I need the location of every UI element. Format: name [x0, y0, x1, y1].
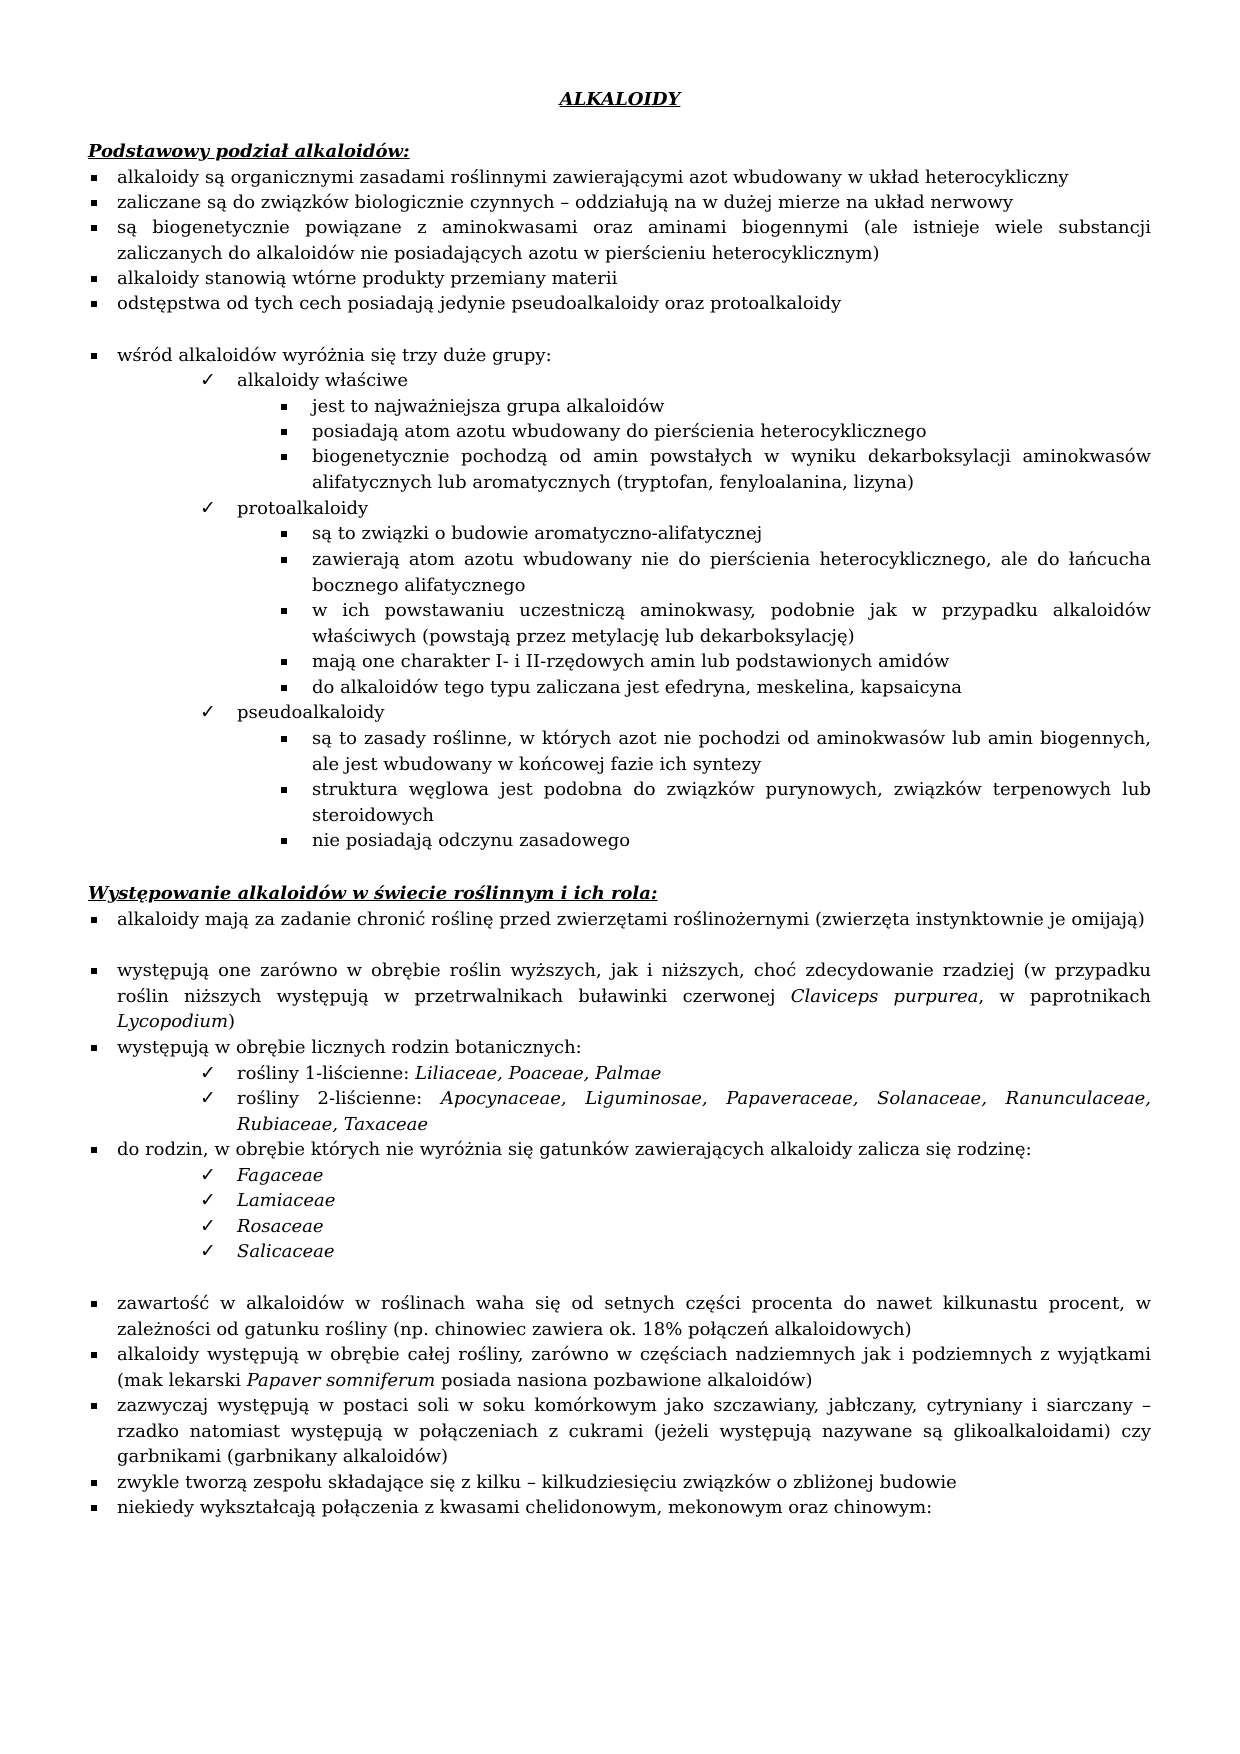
checkmark-icon: ✓: [200, 1240, 216, 1262]
list-item: wśród alkaloidów wyróżnia się trzy duże grupy:: [117, 343, 1151, 369]
latin-name: Papaver somniferum: [246, 1369, 436, 1391]
sub-list-item: w ich powstawaniu uczestniczą aminokwasy, podobnie jak w przypadku alkaloidów właściwych (powstają przez metylację lub dekarboksylację): [312, 598, 1151, 649]
checkmark-icon: ✓: [200, 497, 216, 519]
list-item: występują w obrębie licznych rodzin botanicznych:: [117, 1035, 1151, 1061]
square-bullet-icon: [91, 1505, 97, 1511]
list-item: alkaloidy występują w obrębie całej rośliny, zarówno w częściach nadziemnych jak i podziemnych z wyjątkami (mak lekarski Papaver somniferum posiada nasiona pozbawione alkaloidów): [117, 1342, 1151, 1393]
checkmark-icon: ✓: [200, 1215, 216, 1237]
square-bullet-icon: [91, 225, 97, 231]
square-bullet-icon: [281, 685, 287, 691]
square-bullet-icon: [91, 968, 97, 974]
checkmark-icon: ✓: [200, 1189, 216, 1211]
list-item: zawartość w alkaloidów w roślinach waha się od setnych części procenta do nawet kilkunastu procent, w zależności od gatunku rośliny (np. chinowiec zawiera ok. 18% połączeń alkaloidowych): [117, 1291, 1151, 1342]
sub-list-item: jest to najważniejsza grupa alkaloidów: [312, 394, 1151, 420]
latin-name: Apocynaceae, Liguminosae, Papaveraceae, Solanaceae, Ranunculaceae, Rubiaceae, Taxaceae: [237, 1088, 1151, 1135]
section-heading-occurrence: Występowanie alkaloidów w świecie roślinnym i ich rola:: [88, 883, 658, 904]
square-bullet-icon: [91, 353, 97, 359]
square-bullet-icon: [281, 531, 287, 537]
sub-list-item: mają one charakter I- i II-rzędowych amin lub podstawionych amidów: [312, 649, 1151, 675]
family-group-dicots: ✓ rośliny 2-liścienne: Apocynaceae, Liguminosae, Papaveraceae, Solanaceae, Ranunculaceae, Rubiaceae, Taxaceae: [200, 1087, 1151, 1135]
group-item-alkaloidy-wlasciwe: ✓ alkaloidy właściwe: [200, 369, 408, 391]
list-item: są biogenetycznie powiązane z aminokwasami oraz aminami biogennymi (ale istnieje wiele substancji zaliczanych do alkaloidów nie posiadających azotu w pierścieniu heterocyklicznym): [117, 215, 1151, 266]
sub-list-item: biogenetycznie pochodzą od amin powstałych w wyniku dekarboksylacji aminokwasów alifatycznych lub aromatycznych (tryptofan, fenyloalanina, lizyna): [312, 444, 1151, 495]
square-bullet-icon: [91, 200, 97, 206]
list-item: zazwyczaj występują w postaci soli w soku komórkowym jako szczawiany, jabłczany, cytryniany i siarczany – rzadko natomiast występują w połączeniach z cukrami (jeżeli występują nazywane są glikoalkaloidami) czy garbnikami (garbnikany alkaloidów): [117, 1393, 1151, 1470]
square-bullet-icon: [281, 429, 287, 435]
square-bullet-icon: [281, 557, 287, 563]
list-item: odstępstwa od tych cech posiadają jedynie pseudoalkaloidy oraz protoalkaloidy: [117, 291, 1151, 317]
list-item: zaliczane są do związków biologicznie czynnych – oddziałują na w dużej mierze na układ nerwowy: [117, 190, 1151, 216]
sub-list-item: nie posiadają odczynu zasadowego: [312, 828, 1151, 854]
square-bullet-icon: [91, 1352, 97, 1358]
section-heading-classification: Podstawowy podział alkaloidów:: [88, 141, 410, 162]
square-bullet-icon: [91, 1301, 97, 1307]
family-item: ✓ Salicaceae: [200, 1240, 335, 1262]
list-item: niekiedy wykształcają połączenia z kwasami chelidonowym, mekonowym oraz chinowym:: [117, 1495, 1151, 1521]
sub-list-item: są to zasady roślinne, w których azot nie pochodzi od aminokwasów lub amin biogennych, ale jest wbudowany w końcowej fazie ich syntezy: [312, 726, 1151, 777]
square-bullet-icon: [281, 736, 287, 742]
square-bullet-icon: [91, 1403, 97, 1409]
square-bullet-icon: [91, 1480, 97, 1486]
sub-list-item: zawierają atom azotu wbudowany nie do pierścienia heterocyklicznego, ale do łańcucha bocznego alifatycznego: [312, 547, 1151, 598]
square-bullet-icon: [281, 659, 287, 665]
square-bullet-icon: [281, 608, 287, 614]
checkmark-icon: ✓: [200, 1087, 216, 1109]
square-bullet-icon: [281, 787, 287, 793]
square-bullet-icon: [91, 301, 97, 307]
family-item: ✓ Rosaceae: [200, 1215, 324, 1237]
sub-list-item: do alkaloidów tego typu zaliczana jest efedryna, meskelina, kapsaicyna: [312, 675, 1151, 701]
sub-list-item: są to związki o budowie aromatyczno-alifatycznej: [312, 521, 1151, 547]
list-item: występują one zarówno w obrębie roślin wyższych, jak i niższych, choć zdecydowanie rzadziej (w przypadku roślin niższych występują w przetrwalnikach buławinki czerwonej Claviceps purpurea, w paprotnikach Lycopodium): [117, 958, 1151, 1035]
square-bullet-icon: [91, 1147, 97, 1153]
group-item-protoalkaloidy: ✓ protoalkaloidy: [200, 497, 369, 519]
checkmark-icon: ✓: [200, 1062, 216, 1084]
square-bullet-icon: [281, 838, 287, 844]
family-group-monocots: ✓ rośliny 1-liścienne: Liliaceae, Poaceae, Palmae: [200, 1062, 662, 1084]
latin-name: Claviceps purpurea: [790, 985, 979, 1007]
latin-name: Lycopodium: [117, 1011, 229, 1032]
list-item: alkaloidy stanowią wtórne produkty przemiany materii: [117, 266, 1151, 292]
list-item: do rodzin, w obrębie których nie wyróżnia się gatunków zawierających alkaloidy zalicza się rodzinę:: [117, 1137, 1151, 1163]
checkmark-icon: ✓: [200, 1164, 216, 1186]
checkmark-icon: ✓: [200, 701, 216, 723]
list-item: alkaloidy są organicznymi zasadami roślinnymi zawierającymi azot wbudowany w układ heterocykliczny: [117, 165, 1151, 191]
family-item: ✓ Lamiaceae: [200, 1189, 336, 1211]
square-bullet-icon: [91, 1045, 97, 1051]
latin-name: Liliaceae, Poaceae, Palmae: [415, 1063, 662, 1084]
list-item: zwykle tworzą zespołu składające się z kilku – kilkudziesięciu związków o zbliżonej budowie: [117, 1470, 1151, 1496]
square-bullet-icon: [281, 404, 287, 410]
square-bullet-icon: [281, 454, 287, 460]
group-item-pseudoalkaloidy: ✓ pseudoalkaloidy: [200, 701, 385, 723]
family-item: ✓ Fagaceae: [200, 1164, 324, 1186]
sub-list-item: posiadają atom azotu wbudowany do pierścienia heterocyklicznego: [312, 419, 1151, 445]
square-bullet-icon: [91, 276, 97, 282]
list-item: alkaloidy mają za zadanie chronić roślinę przed zwierzętami roślinożernymi (zwierzęta instynktownie je omijają): [117, 907, 1151, 933]
document-title: ALKALOIDY: [559, 89, 681, 110]
checkmark-icon: ✓: [200, 369, 216, 391]
square-bullet-icon: [91, 175, 97, 181]
square-bullet-icon: [91, 917, 97, 923]
sub-list-item: struktura węglowa jest podobna do związków purynowych, związków terpenowych lub steroidowych: [312, 777, 1151, 828]
